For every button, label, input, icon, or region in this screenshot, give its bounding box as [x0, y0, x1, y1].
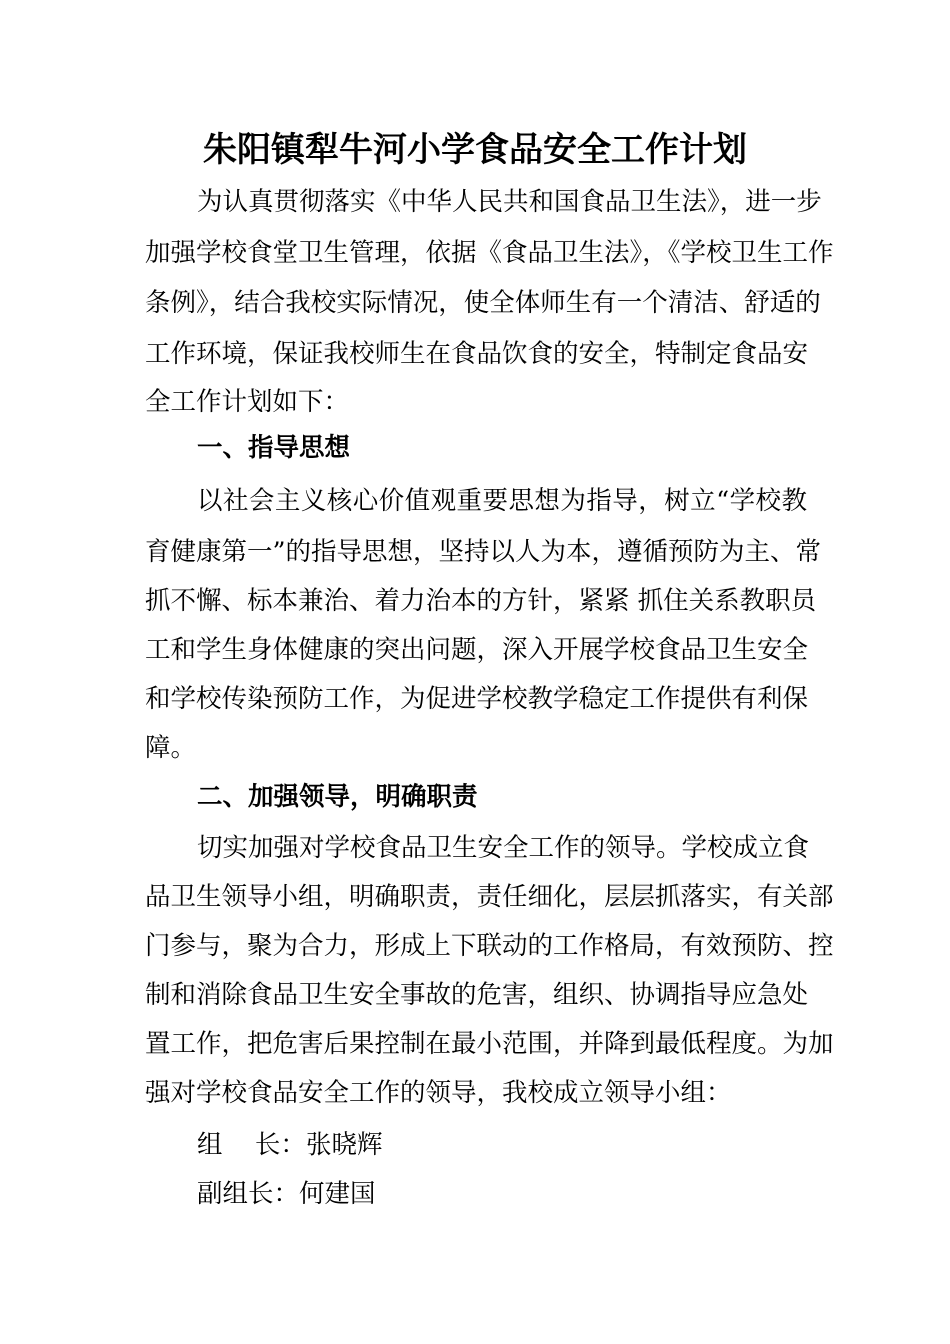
member-name: 张晓辉	[305, 1130, 383, 1160]
section1-line: 育健康第一”的指导思想，坚持以人为本，遵循预防为主、常	[145, 537, 822, 567]
section1-line: 工和学生身体健康的突出问题，深入开展学校食品卫生安全	[145, 635, 809, 665]
intro-line: 为认真贯彻落实《中华人民共和国食品卫生法》，进一步	[197, 187, 822, 217]
section-heading: 二、加强领导，明确职责	[197, 782, 478, 812]
leader-entry	[197, 1125, 382, 1165]
section1-line: 和学校传染预防工作，为促进学校教学稳定工作提供有利保	[145, 684, 809, 714]
deputy-leader-entry	[197, 1174, 376, 1214]
member-role: 副组长：	[197, 1179, 300, 1209]
member-name: 何建国	[299, 1179, 376, 1209]
section-heading: 一、指导思想	[197, 433, 351, 463]
section2-line: 门参与，聚为合力，形成上下联动的工作格局，有效预防、控	[145, 931, 834, 961]
section2-line: 强对学校食品安全工作的领导，我校成立领导小组：	[145, 1078, 732, 1108]
section2-line: 制和消除食品卫生安全事故的危害，组织、协调指导应急处	[145, 980, 809, 1010]
section2-line: 品卫生领导小组，明确职责，责任细化，层层抓落实，有关部	[145, 882, 834, 912]
document-title: 朱阳镇犁牛河小学食品安全工作计划	[203, 130, 747, 170]
section2-line: 切实加强对学校食品卫生安全工作的领导。学校成立食	[197, 833, 810, 863]
section1-line: 抓不懈、标本兼治、着力治本的方针，紧紧 抓住关系教职员	[145, 586, 817, 616]
section2-line: 置工作，把危害后果控制在最小范围，并降到最低程度。为加	[145, 1029, 834, 1059]
member-role: 组 长：	[197, 1130, 306, 1160]
intro-line: 条例》，结合我校实际情况，使全体师生有一个清洁、舒适的	[145, 288, 821, 318]
section1-line: 以社会主义核心价值观重要思想为指导，树立“学校教	[197, 486, 807, 516]
section1-line: 障。	[145, 733, 197, 763]
intro-line: 加强学校食堂卫生管理，依据《食品卫生法》，《学校卫生工作	[145, 238, 834, 268]
intro-line: 全工作计划如下：	[145, 387, 350, 417]
intro-line: 工作环境，保证我校师生在食品饮食的安全，特制定食品安	[145, 339, 809, 369]
